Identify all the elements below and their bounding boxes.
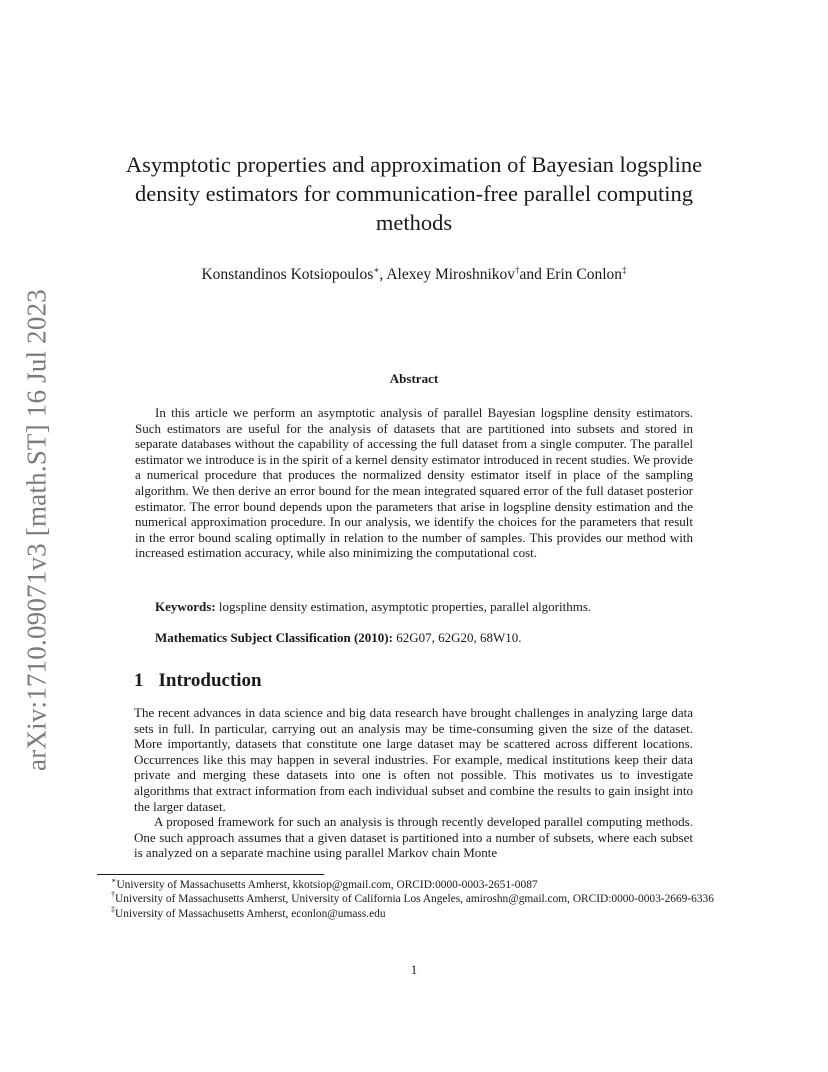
footnote bbox=[97, 892, 733, 906]
arxiv-id-text: arXiv:1710.09071v3 [math.ST] 16 Jul 2023 bbox=[21, 289, 52, 771]
keywords-text: logspline density estimation, asymptotic properties, parallel algorithms. bbox=[218, 599, 592, 614]
msc-line bbox=[155, 630, 695, 646]
abstract-heading: Abstract bbox=[389, 371, 439, 386]
author-name: Erin Conlon bbox=[545, 266, 623, 283]
author-name: Alexey Miroshnikov bbox=[386, 266, 516, 283]
page-number: 1 bbox=[410, 962, 418, 977]
section-heading bbox=[134, 670, 262, 692]
keywords-label: Keywords: bbox=[155, 599, 216, 614]
keywords-line bbox=[155, 599, 695, 615]
abstract-text: In this article we perform an asymptotic analysis of parallel Bayesian logspline density estimators. Such estimators are useful for the analysis of datasets that are partitioned into subsets and stored in separate databases without the capability of accessing the full dataset from a single computer. The parallel estimator we introduce is in the spirit of a kernel density estimator introduced in recent studies. We provide a numerical procedure that produces the normalized density estimator itself in place of the sampling algorithm. We then derive an error bound for the mean integrated squared error of the full dataset posterior estimator. The error bound depends upon the parameters that arise in logspline density estimation and the numerical approximation procedure. In our analysis, we identify the choices for the parameters that result in the error bound scaling optimally in relation to the number of samples. This provides our method with increased estimation accuracy, while also minimizing the computational cost. bbox=[135, 405, 693, 561]
footnote bbox=[97, 907, 733, 921]
author-footnote-mark: ‡ bbox=[622, 264, 627, 275]
paper-title: Asymptotic properties and approximation of Bayesian logspline density estimators for communication-free parallel computing methods bbox=[125, 152, 703, 235]
body-paragraph: The recent advances in data science and big data research have brought challenges in analyzing large data sets in full. In particular, carrying out an analysis may be time-consuming given the size of the dataset. More importantly, datasets that constitute one large dataset may be scattered across different locations. Occurrences like this may happen in several industries. For example, medical institutions keep their data private and merging these datasets into one is often not possible. This motivates us to investigate algorithms that extract information from each individual subset and combine the results to gain insight into the larger dataset. bbox=[134, 705, 693, 814]
footnote-rule bbox=[97, 874, 324, 875]
footnote-mark: ∗ bbox=[111, 876, 117, 886]
section-number: 1 bbox=[134, 670, 144, 691]
author-name: Konstandinos Kotsiopoulos bbox=[201, 266, 374, 283]
footnote-text: University of Massachusetts Amherst, University of California Los Angeles, amiroshn@gmail.com, ORCID:0000-0003-2669-6336 bbox=[115, 893, 714, 906]
footnote-text: University of Massachusetts Amherst, kkotsiop@gmail.com, ORCID:0000-0003-2651-0087 bbox=[116, 879, 538, 891]
msc-label: Mathematics Subject Classification (2010): bbox=[155, 630, 393, 645]
body-paragraph: A proposed framework for such an analysis is through recently developed parallel computing methods. One such approach assumes that a given dataset is partitioned into a number of subsets, where each subset is analyzed on a separate machine using parallel Markov chain Monte bbox=[134, 814, 693, 861]
msc-text: 62G07, 62G20, 68W10. bbox=[396, 630, 522, 645]
author-footnote-mark: † bbox=[515, 264, 520, 275]
author-footnote-mark: ∗ bbox=[373, 264, 380, 275]
section-title: Introduction bbox=[158, 670, 262, 691]
introduction-body bbox=[134, 705, 693, 861]
footnote-mark: † bbox=[111, 890, 115, 900]
author-list: Konstandinos Kotsiopoulos∗, Alexey Miroshnikov†and Erin Conlon‡ bbox=[201, 264, 627, 283]
footnotes bbox=[97, 878, 733, 921]
footnote bbox=[97, 878, 733, 892]
footnote-mark: ‡ bbox=[111, 905, 115, 915]
footnote-text: University of Massachusetts Amherst, econlon@umass.edu bbox=[115, 907, 386, 920]
